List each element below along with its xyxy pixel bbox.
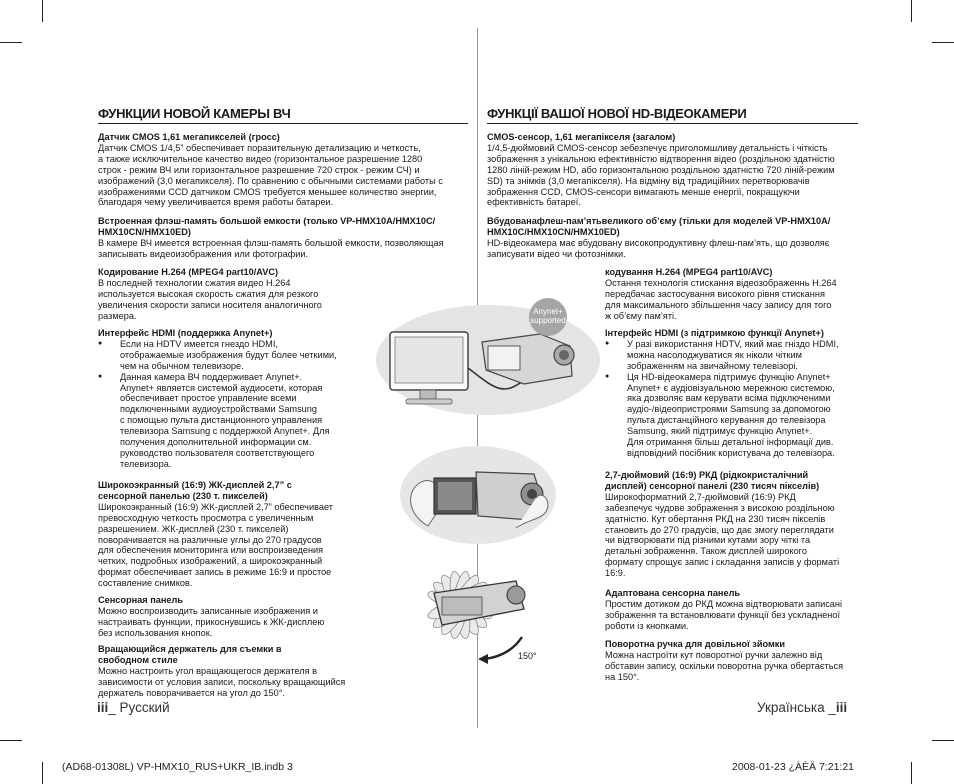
text-line: Остання технологія стискання відеозображеннь H.264 bbox=[605, 277, 837, 288]
right-hdmi-heading: Інтерфейс HDMI (з підтримкою функції Anynet+) bbox=[605, 328, 824, 338]
text-line: ефективність батареї. bbox=[487, 197, 581, 208]
left-h264-section bbox=[98, 267, 348, 322]
text-line: зависимости от условия записи, поскольку вращающийся bbox=[98, 676, 346, 687]
text-line: Датчик CMOS 1/4,5” обеспечивает поразительную детализацию и четкость, bbox=[98, 142, 421, 153]
text-line: передбачає застосування високого рівня стискання bbox=[605, 288, 825, 299]
bullet-item bbox=[98, 339, 360, 372]
text-line: четких, подробных изображений, а широкоэкранный bbox=[98, 556, 323, 567]
text-line: без использования кнопок. bbox=[98, 627, 213, 638]
text-line: Для отримання більш детальної інформації див. bbox=[627, 437, 834, 448]
footer-timestamp: 2008-01-23 ¿ÀÈÄ 7:21:21 bbox=[732, 761, 855, 773]
bullet-item bbox=[605, 339, 861, 372]
page-roman: iii bbox=[97, 700, 109, 715]
right-cmos-heading: CMOS-сенсор, 1,61 мегапікселя (загалом) bbox=[487, 132, 676, 142]
text-line: строк - режим ВЧ или горизонтальное разрешение 720 строк - режим СЧ) и bbox=[98, 164, 420, 175]
right-handle-heading: Поворотна ручка для довільної зйомки bbox=[605, 639, 786, 649]
text-line: ж об’єму пам’яті. bbox=[605, 310, 677, 321]
bullet-item bbox=[605, 372, 861, 459]
left-hdmi-section bbox=[98, 328, 360, 470]
text-line: а также исключительное качество видео (горизонтальное разрешение 1280 bbox=[98, 153, 423, 164]
rotating-grip-illustration bbox=[412, 553, 552, 668]
text-line: SD) та знімків (3,0 мегапікселя). На відміну від традиційних перетворювачів bbox=[487, 175, 810, 186]
right-flash-heading: Вбудованафлеш-пам’ятьвеликого об’єму (тільки для моделей VP-HMX10A/ bbox=[487, 216, 831, 226]
right-h264-heading: кодування H.264 (MPEG4 part10/AVC) bbox=[605, 267, 773, 277]
text-line: с помощью пульта дистанционного управления bbox=[120, 415, 323, 426]
left-touch-section bbox=[98, 595, 360, 639]
text-line: яка дозволяє вам керувати всіма підключеними bbox=[627, 393, 831, 404]
right-touch-section bbox=[605, 588, 861, 632]
text-line: роботи із кнопками. bbox=[605, 620, 689, 631]
text-line: размера. bbox=[98, 310, 137, 321]
text-line: ● Ця HD-відеокамера підтримує функцію Anynet+ bbox=[627, 371, 831, 382]
left-page-number bbox=[97, 700, 170, 715]
text-line: обставин запису, оскільки поворотна ручка обертається bbox=[605, 660, 844, 671]
right-cmos-section bbox=[487, 132, 859, 208]
text-line: чем на обычном телевизоре. bbox=[120, 360, 244, 371]
left-hdmi-heading: Интерфейс HDMI (поддержка Anynet+) bbox=[98, 328, 273, 338]
crop-mark bbox=[42, 0, 43, 22]
left-cmos-heading: Датчик CMOS 1,61 мегапикселей (гросс) bbox=[98, 132, 280, 142]
rotation-arrow-icon bbox=[484, 637, 522, 659]
text-line: формату спрощує запис і складання записів у форматі bbox=[605, 557, 840, 568]
text-line: зображення з унікальною ефективністю відтворення відео (роздільною здатністю bbox=[487, 153, 835, 164]
crop-mark bbox=[0, 42, 22, 43]
text-line: записувати відео чи фотознімки. bbox=[487, 248, 626, 259]
text-line: забезпечує чудове зображення з високою роздільною bbox=[605, 502, 835, 513]
text-line: здатністю. Кут обертання РКД на 230 тисяч пікселів bbox=[605, 513, 826, 524]
tv-screen bbox=[395, 337, 463, 383]
text-line: получения дополнительной информации см. bbox=[120, 437, 312, 448]
text-line: Samsung, який підтримує функцію Anynet+. bbox=[627, 426, 813, 437]
text-line: Широкоэкранный (16:9) ЖК-дисплей 2,7” обеспечивает bbox=[98, 501, 333, 512]
left-handle-section bbox=[98, 644, 368, 699]
text-line: В последней технологии сжатия видео H.264 bbox=[98, 277, 291, 288]
right-handle-section bbox=[605, 639, 861, 683]
text-line: 16:9. bbox=[605, 568, 626, 579]
text-line: увеличения скорости записи носителя аналогичного bbox=[98, 299, 322, 310]
right-hdmi-section bbox=[605, 328, 861, 459]
text-line: настраивать функции, прикоснувшись к ЖК-дисплею bbox=[98, 616, 325, 627]
left-lcd-heading: сенсорной панелью (230 т. пикселей) bbox=[98, 490, 268, 501]
right-flash-section bbox=[487, 216, 859, 260]
text-line: зображення та встановлювати функції без ускладненої bbox=[605, 609, 841, 620]
text-line: ● Данная камера ВЧ поддерживает Anynet+. bbox=[120, 371, 303, 382]
crop-mark bbox=[911, 0, 912, 22]
footer-file-info: (AD68-01308L) VP-HMX10_RUS+UKR_IB.indb 3 bbox=[62, 761, 293, 773]
text-line: для обеспечения мониторинга или воспроизведения bbox=[98, 545, 324, 556]
text-line: Можно настроить угол вращающегося держателя в bbox=[98, 665, 318, 676]
right-h264-section bbox=[605, 267, 861, 322]
text-line: Можно воспроизводить записанные изображения и bbox=[98, 605, 318, 616]
crop-mark bbox=[932, 42, 954, 43]
text-line: Anynet+ є аудіовізуальною мережною системою, bbox=[627, 382, 835, 393]
page-language: Українська _ bbox=[757, 700, 836, 715]
left-page-title: ФУНКЦИИ НОВОЙ КАМЕРЫ ВЧ bbox=[98, 106, 468, 124]
text-line: HD-відеокамера має вбудовану високопродуктивну флеш-пам’ять, що дозволяє bbox=[487, 237, 830, 248]
text-line: відповідний посібник користувача до телевізора. bbox=[627, 447, 835, 458]
page-roman: iii bbox=[835, 700, 848, 715]
text-line: аудіо-/відеопристроями Samsung за допомогою bbox=[627, 404, 831, 415]
crop-mark bbox=[42, 762, 43, 784]
text-line: разрешением. ЖК-дисплей (230 т. пикселей) bbox=[98, 523, 289, 534]
text-line: благодаря чему увеличивается время работы батареи. bbox=[98, 197, 334, 208]
text-line: ● У разі використання HDTV, який має гніздо HDMI, bbox=[627, 338, 839, 349]
text-line: Простим дотиком до РКД можна відтворювати записані bbox=[605, 598, 843, 609]
text-line: изображениями CCD датчиком CMOS требуется меньшее количество энергии, bbox=[98, 186, 437, 197]
text-line: можна насолоджуватися як ніколи чітким bbox=[627, 349, 802, 360]
text-line: Можна настроїти кут поворотної ручки залежно від bbox=[605, 649, 823, 660]
text-line: зображенням на звичайному телевізорі. bbox=[627, 360, 798, 371]
touch-lcd-illustration bbox=[398, 444, 558, 546]
text-line: на 150°. bbox=[605, 671, 640, 682]
text-line: поворачивается на различные углы до 270 градусов bbox=[98, 534, 322, 545]
hdmi-tv-illustration bbox=[372, 298, 604, 418]
left-h264-heading: Кодирование H.264 (MPEG4 part10/AVC) bbox=[98, 267, 279, 277]
text-line: становить до 270 градусів, що дає змогу переглядати bbox=[605, 524, 834, 535]
right-lcd-heading: дисплей) сенсорної панелі (230 тисяч пікселів) bbox=[605, 480, 820, 491]
anynet-badge-line: Anynet+ bbox=[533, 307, 563, 316]
crop-mark bbox=[0, 740, 22, 741]
text-line: формат обеспечивает запись в режиме 16:9 и простое bbox=[98, 567, 332, 578]
text-line: телевизора Samsung с поддержкой Anynet+. Для bbox=[120, 426, 330, 437]
left-column bbox=[98, 106, 468, 698]
text-line: держатель поворачивается на угол до 150°. bbox=[98, 687, 285, 698]
right-lcd-section bbox=[605, 470, 861, 579]
text-line: превосходную четкость просмотра с увеличенным bbox=[98, 512, 314, 523]
camera-lens-icon bbox=[507, 586, 525, 604]
left-touch-heading: Сенсорная панель bbox=[98, 595, 184, 605]
text-line: телевизора. bbox=[120, 458, 172, 469]
left-cmos-section bbox=[98, 132, 468, 208]
text-line: В камере ВЧ имеется встроенная флэш-память большой емкости, позволяющая bbox=[98, 237, 444, 248]
left-flash-heading: Встроенная флэш-память большой емкости (только VP-HMX10A/HMX10C/ bbox=[98, 216, 436, 226]
text-line: 1280 ліній-режим HD, або горизонтальною роздільною здатністю 720 ліній-режим bbox=[487, 164, 835, 175]
right-page-title: ФУНКЦІЇ ВАШОЇ НОВОЇ HD-ВІДЕОКАМЕРИ bbox=[487, 106, 858, 124]
text-line: записывать видеоизображения или фотографии. bbox=[98, 248, 309, 259]
text-line: 1/4,5-дюймовий CMOS-сенсор зебезпечує приголомшливу детальність і чіткість bbox=[487, 142, 828, 153]
text-line: Широкоформатний 2,7-дюймовий (16:9) РКД bbox=[605, 491, 796, 502]
bullet-item bbox=[98, 372, 360, 470]
text-line: отображаемые изображения будут более четкими, bbox=[120, 349, 337, 360]
text-line: зображення CCD, CMOS-сенсори вимагають менше енергії, покращуючи bbox=[487, 186, 800, 197]
angle-label: 150° bbox=[518, 651, 537, 661]
right-page-number bbox=[757, 700, 847, 715]
right-flash-heading: HMX10C/HMX10CN/HMX10ED) bbox=[487, 226, 620, 237]
text-line: чи відтворювати під різними кутами зору чіткі та bbox=[605, 535, 811, 546]
text-line: Anynet+ является системой аудиосети, которая bbox=[120, 382, 323, 393]
text-line: руководство пользователя соответствующего bbox=[120, 447, 315, 458]
page-language: _ Русский bbox=[108, 700, 170, 715]
left-lcd-section bbox=[98, 480, 360, 589]
crop-mark bbox=[932, 740, 954, 741]
left-handle-heading: свободном стиле bbox=[98, 654, 178, 665]
left-handle-heading: Вращающийся держатель для съемки в bbox=[98, 644, 282, 654]
text-line: детальні зображення. Також дисплей широкого bbox=[605, 546, 807, 557]
text-line: составление снимков. bbox=[98, 578, 193, 589]
text-line: пульта дистанційного керування до телевізора bbox=[627, 415, 826, 426]
left-lcd-heading: Широкоэкранный (16:9) ЖК-дисплей 2,7” с bbox=[98, 480, 292, 490]
right-touch-heading: Адаптована сенсорна панель bbox=[605, 588, 741, 598]
text-line: для максимального збільшення часу запису для того bbox=[605, 299, 832, 310]
text-line: подключенными аудиоустройствами Samsung bbox=[120, 404, 318, 415]
text-line: изображений (3,0 мегапикселя). По сравнению с обычными системами работы с bbox=[98, 175, 443, 186]
crop-mark bbox=[911, 762, 912, 784]
left-flash-section bbox=[98, 216, 470, 260]
text-line: ● Если на HDTV имеется гнездо HDMI, bbox=[120, 338, 278, 349]
anynet-badge-line: supported bbox=[530, 316, 566, 325]
left-flash-heading: HMX10CN/HMX10ED) bbox=[98, 226, 191, 237]
text-line: обеспечивает простое управление всеми bbox=[120, 393, 297, 404]
right-lcd-heading: 2,7-дюймовий (16:9) РКД (рідкокристалічний bbox=[605, 470, 809, 480]
text-line: используется высокая скорость сжатия для резкого bbox=[98, 288, 319, 299]
